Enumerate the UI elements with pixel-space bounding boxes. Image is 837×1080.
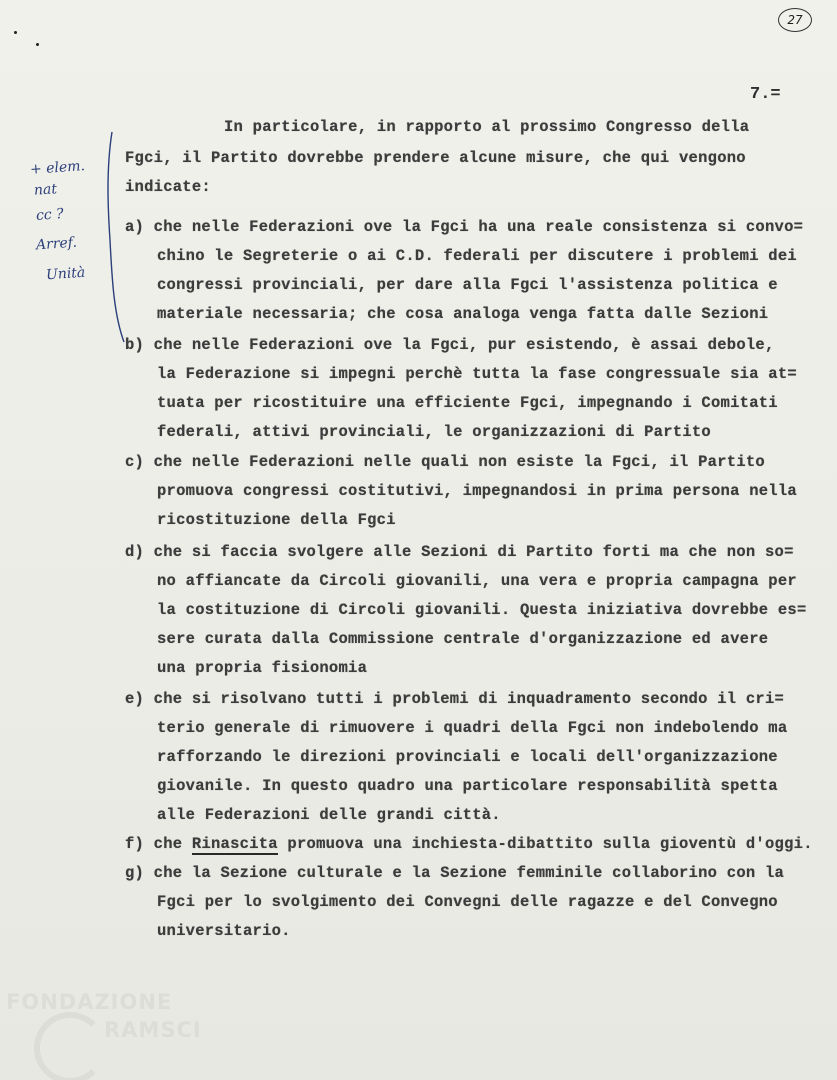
text-line: una propria fisionomia	[157, 659, 368, 677]
text-line: terio generale di rimuovere i quadri della Fgci non indebolendo ma	[157, 719, 788, 737]
fondazione-gramsci-watermark	[4, 990, 219, 1075]
margin-bracket-icon	[98, 130, 128, 345]
text-line: b) che nelle Federazioni ove la Fgci, pur esistendo, è assai debole,	[125, 336, 775, 354]
watermark-logo-icon	[34, 1012, 106, 1080]
margin-note-line: Arref.	[35, 234, 78, 254]
watermark-text: RAMSCI	[104, 1018, 202, 1042]
text-line: In particolare, in rapporto al prossimo Congresso della	[224, 118, 750, 136]
text-line: universitario.	[157, 922, 291, 940]
margin-note-line: cc ?	[35, 206, 65, 224]
text-line: sere curata dalla Commissione centrale d'organizzazione ed avere	[157, 630, 769, 648]
text-line: la Federazione si impegni perchè tutta la fase congressuale sia at=	[157, 365, 797, 383]
list-marker: d)	[125, 543, 145, 561]
text-line: alle Federazioni delle grandi città.	[157, 806, 501, 824]
text-line: tuata per ricostituire una efficiente Fgci, impegnando i Comitati	[157, 394, 778, 412]
text-line: giovanile. In questo quadro una particolare responsabilità spetta	[157, 777, 778, 795]
text-line: federali, attivi provinciali, le organizzazioni di Partito	[157, 423, 711, 441]
text-line: c) che nelle Federazioni nelle quali non esiste la Fgci, il Partito	[125, 453, 765, 471]
watermark-text: FONDAZIONE	[6, 990, 173, 1014]
underlined-word: Rinascita	[191, 835, 278, 853]
text-line: ricostituzione della Fgci	[157, 511, 396, 529]
list-marker: a)	[125, 218, 145, 236]
text-line: a) che nelle Federazioni ove la Fgci ha una reale consistenza si convo=	[125, 218, 804, 236]
archive-number: 27	[778, 8, 812, 32]
margin-note-line: nat	[33, 181, 58, 199]
text-line: g) che la Sezione culturale e la Sezione femminile collaborino con la	[125, 864, 785, 882]
text-line: indicate:	[125, 178, 211, 196]
text-line: la costituzione di Circoli giovanili. Questa iniziativa dovrebbe es=	[157, 601, 807, 619]
list-marker: c)	[125, 453, 145, 471]
text-line: f) che Rinascita promuova una inchiesta-dibattito sulla gioventù d'oggi.	[125, 835, 813, 853]
text-line: Fgci per lo svolgimento dei Convegni delle ragazze e del Convegno	[157, 893, 778, 911]
text-line: e) che si risolvano tutti i problemi di inquadramento secondo il cri=	[125, 690, 785, 708]
text-line: chino le Segreterie o ai C.D. federali per discutere i problemi dei	[157, 247, 797, 265]
list-marker: f)	[125, 835, 145, 853]
text-line: rafforzando le direzioni provinciali e locali dell'organizzazione	[157, 748, 778, 766]
margin-note-line: + elem.	[29, 158, 86, 178]
text-line: congressi provinciali, per dare alla Fgci l'assistenza politica e	[157, 276, 778, 294]
page-number: 7.=	[750, 85, 781, 104]
list-marker: b)	[125, 336, 145, 354]
list-marker: g)	[125, 864, 145, 882]
text-line: Fgci, il Partito dovrebbe prendere alcune misure, che qui vengono	[125, 149, 746, 167]
ink-speck	[14, 31, 17, 34]
ink-speck	[36, 43, 39, 46]
margin-note-line: Unità	[45, 264, 86, 284]
text-line: d) che si faccia svolgere alle Sezioni di Partito forti ma che non so=	[125, 543, 794, 561]
text-line: no affiancate da Circoli giovanili, una vera e propria campagna per	[157, 572, 797, 590]
text-line: promuova congressi costitutivi, impegnandosi in prima persona nella	[157, 482, 797, 500]
text-line: materiale necessaria; che cosa analoga venga fatta dalle Sezioni	[157, 305, 769, 323]
list-marker: e)	[125, 690, 145, 708]
